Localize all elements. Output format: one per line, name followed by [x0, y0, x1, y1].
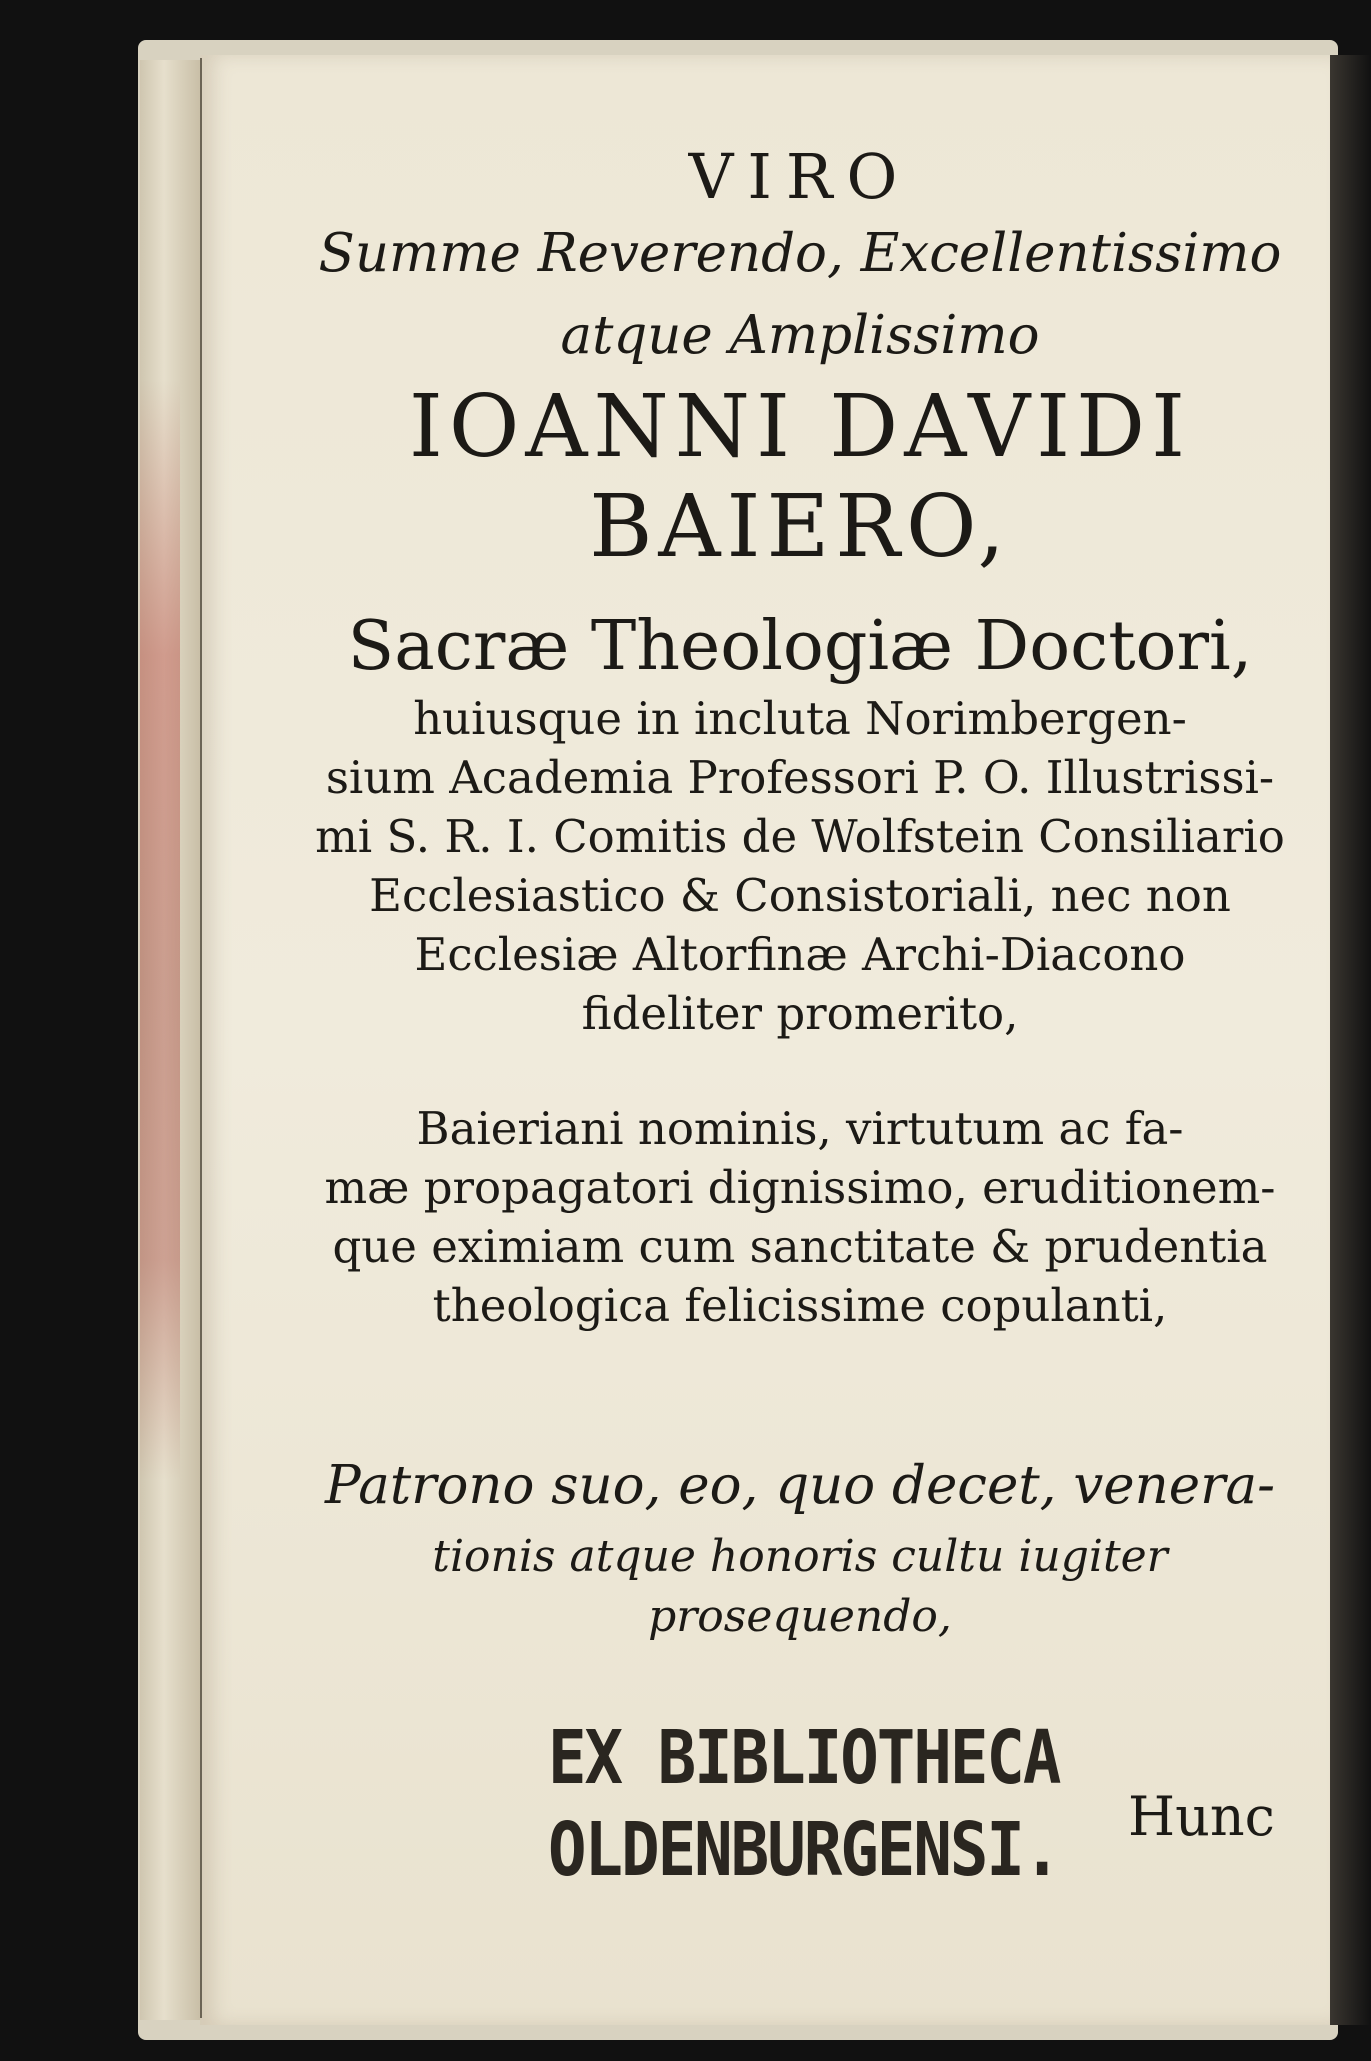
body-line: mi S. R. I. Comitis de Wolfstein Consiliario	[315, 810, 1285, 863]
dedicatee-title: Sacræ Theologiæ Doctori,	[347, 607, 1253, 686]
body-line: sium Academia Professori P. O. Illustrissi-	[325, 751, 1275, 804]
spacer	[300, 1335, 1300, 1445]
catchword: Hunc	[1128, 1785, 1275, 1848]
epithet-line-1: Summe Reverendo, Excellentissimo	[318, 223, 1282, 284]
dedicatee-name-1: IOANNI DAVIDI	[408, 377, 1192, 477]
epithet-line-2: atque Amplissimo	[560, 305, 1040, 366]
spacer	[300, 1043, 1300, 1099]
page-border-rule	[200, 58, 202, 2018]
body-line: huiusque in incluta Norimbergen-	[413, 692, 1187, 745]
patron-line-1: Patrono suo, eo, quo decet, venera-	[324, 1455, 1275, 1516]
dedicatee-name-2: BAIERO,	[589, 477, 1011, 577]
library-stamp	[548, 1713, 1108, 1897]
body-line: Ecclesiastico & Consistoriali, nec non	[369, 869, 1231, 922]
dedication-text	[300, 140, 1300, 1647]
gutter-shadow	[1330, 55, 1371, 2025]
red-edge-stain	[140, 380, 180, 1480]
stamp-line-1: EX BIBLIOTHECA	[548, 1716, 1060, 1802]
patron-line-2: tionis atque honoris cultu iugiter	[432, 1531, 1168, 1582]
body-line: fideliter promerito,	[581, 987, 1019, 1040]
body-line: Ecclesiæ Altorfinæ Archi-Diacono	[414, 928, 1186, 981]
heading-viro: VIRO	[688, 140, 912, 213]
stamp-line-2: OLDENBURGENSI.	[548, 1808, 1060, 1894]
body-line: Baieriani nominis, virtutum ac fa-	[416, 1102, 1184, 1155]
body-line: mæ propagatori dignissimo, eruditionem-	[324, 1161, 1276, 1214]
patron-line-3: prosequendo,	[648, 1591, 952, 1642]
body-line: theologica felicissime copulanti,	[432, 1279, 1168, 1332]
body-line: que eximiam cum sanctitate & prudentia	[332, 1220, 1268, 1273]
